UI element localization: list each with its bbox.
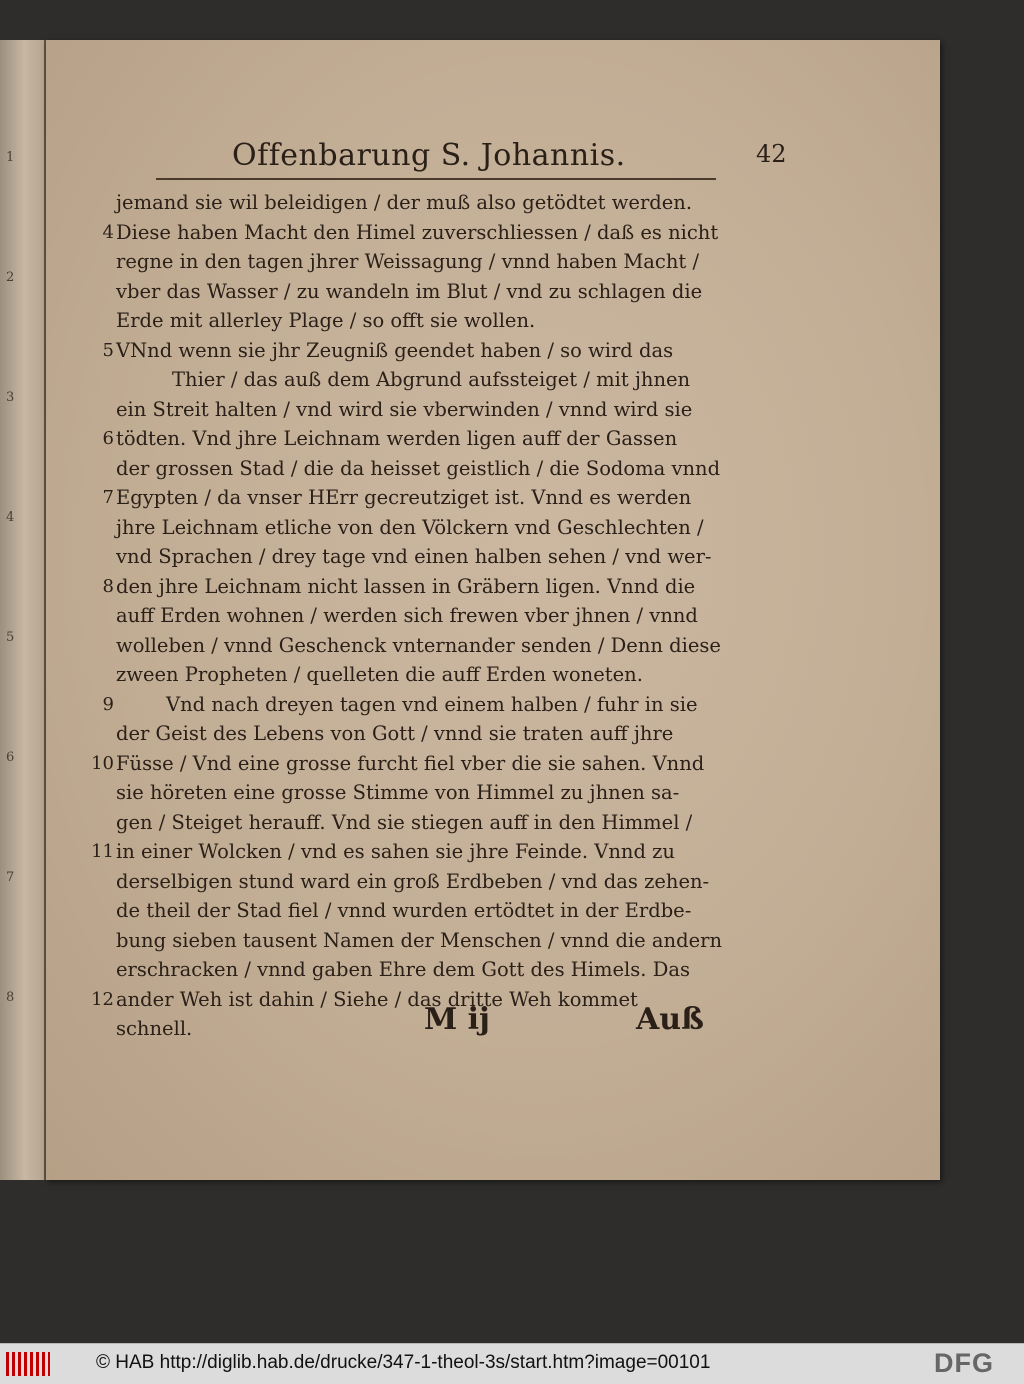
line-text: gen / Steiget herauff. Vnd sie stiegen auff in den Himmel / bbox=[116, 810, 693, 834]
text-line bbox=[91, 837, 756, 867]
verse-number: 9 bbox=[102, 693, 114, 715]
line-text: tödten. Vnd jhre Leichnam werden ligen auff der Gassen bbox=[116, 427, 678, 450]
text-line bbox=[116, 542, 756, 572]
line-text: regne in den tagen jhrer Weissagung / vnnd haben Macht / bbox=[116, 250, 700, 273]
text-line bbox=[116, 306, 756, 336]
text-line bbox=[116, 601, 756, 631]
verse-number: 8 bbox=[102, 575, 114, 597]
line-text: bung sieben tausent Namen der Menschen / vnnd die andern bbox=[116, 928, 723, 952]
text-line bbox=[116, 808, 756, 838]
verse-number: 5 bbox=[102, 339, 114, 361]
verse-number: 6 bbox=[102, 428, 114, 449]
line-text: jemand sie wil beleidigen / der muß also getödtet werden. bbox=[116, 191, 693, 214]
line-text: Füsse / Vnd eine grosse furcht fiel vber die sie sahen. Vnnd bbox=[116, 751, 705, 775]
dfg-logo: DFG bbox=[934, 1348, 994, 1378]
text-line bbox=[102, 218, 756, 248]
line-text: Vnd nach dreyen tagen vnd einem halben / fuhr in sie bbox=[166, 692, 698, 716]
text-line bbox=[102, 572, 756, 602]
line-text: den jhre Leichnam nicht lassen in Gräbern ligen. Vnnd die bbox=[116, 574, 696, 598]
line-text: jhre Leichnam etliche von den Völckern vnd Geschlechten / bbox=[116, 515, 704, 539]
line-text: sie höreten eine grosse Stimme von Himmel zu jhnen sa- bbox=[116, 781, 680, 804]
text-line bbox=[91, 749, 756, 779]
text-line bbox=[102, 690, 756, 720]
line-text: der Geist des Lebens von Gott / vnnd sie traten auff jhre bbox=[116, 722, 674, 745]
line-text: derselbigen stund ward ein groß Erdbeben / vnd das zehen- bbox=[116, 869, 710, 893]
margin-number: 8 bbox=[6, 990, 15, 1005]
line-text: Diese haben Macht den Himel zuverschliessen / daß es nicht bbox=[116, 220, 719, 244]
footer-citation-link[interactable]: © HAB http://diglib.hab.de/drucke/347-1-theol-3s/start.htm?image=00101 bbox=[96, 1352, 711, 1373]
previous-page-margin-numbers bbox=[2, 40, 42, 1180]
verse-number: 7 bbox=[102, 487, 114, 508]
previous-page-edge bbox=[0, 40, 46, 1180]
text-line bbox=[116, 247, 756, 277]
line-text: Erde mit allerley Plage / so offt sie wollen. bbox=[116, 309, 536, 332]
line-text: schnell. bbox=[116, 1017, 193, 1040]
text-line bbox=[102, 336, 756, 366]
text-line bbox=[116, 896, 756, 926]
verse-number: 4 bbox=[102, 221, 114, 243]
footer-bar bbox=[0, 1343, 1024, 1384]
line-text: wolleben / vnnd Geschenck vnternander senden / Denn diese bbox=[116, 633, 721, 657]
text-line bbox=[102, 424, 756, 454]
text-line bbox=[116, 926, 756, 956]
text-line bbox=[116, 395, 756, 425]
text-line bbox=[116, 365, 756, 395]
text-line bbox=[116, 631, 756, 661]
page-header bbox=[46, 138, 940, 178]
line-text: der grossen Stad / die da heisset geistlich / die Sodoma vnnd bbox=[116, 456, 721, 480]
verse-number: 10 bbox=[91, 752, 114, 774]
header-rule bbox=[156, 178, 716, 180]
page-number: 42 bbox=[756, 140, 787, 168]
book-page bbox=[46, 40, 940, 1180]
catchword: Auß bbox=[636, 1002, 704, 1037]
line-text: auff Erden wohnen / werden sich frewen vber jhnen / vnnd bbox=[116, 604, 698, 627]
line-text: ander Weh ist dahin / Siehe / das dritte Weh kommet bbox=[116, 987, 638, 1011]
text-line bbox=[116, 867, 756, 897]
line-text: vber das Wasser / zu wandeln im Blut / vnd zu schlagen die bbox=[116, 279, 703, 303]
line-text: erschracken / vnnd gaben Ehre dem Gott des Himels. Das bbox=[116, 958, 690, 981]
margin-number: 4 bbox=[6, 510, 15, 525]
text-line bbox=[116, 660, 756, 690]
line-text: Thier / das auß dem Abgrund aufssteiget / mit jhnen bbox=[172, 368, 691, 391]
line-text: in einer Wolcken / vnd es sahen sie jhre Feinde. Vnnd zu bbox=[116, 840, 675, 863]
text-line bbox=[116, 454, 756, 484]
margin-number: 5 bbox=[6, 630, 15, 645]
line-text: VNnd wenn sie jhr Zeugniß geendet haben / so wird das bbox=[116, 338, 674, 362]
margin-number: 2 bbox=[6, 270, 15, 285]
margin-number: 6 bbox=[6, 750, 15, 765]
text-line bbox=[116, 188, 756, 218]
line-text: vnd Sprachen / drey tage vnd einen halben sehen / vnd wer- bbox=[116, 545, 712, 568]
line-text: ein Streit halten / vnd wird sie vberwinden / vnnd wird sie bbox=[116, 397, 693, 421]
text-line bbox=[116, 277, 756, 307]
text-line bbox=[102, 483, 756, 513]
text-line bbox=[116, 719, 756, 749]
line-text: Egypten / da vnser HErr gecreutziget ist. Vnnd es werden bbox=[116, 486, 692, 509]
barcode-icon bbox=[6, 1352, 50, 1376]
line-text: zween Propheten / quelleten die auff Erden woneten. bbox=[116, 663, 643, 686]
verse-number: 11 bbox=[91, 841, 114, 862]
margin-number: 3 bbox=[6, 390, 15, 405]
text-line bbox=[116, 955, 756, 985]
text-block bbox=[91, 188, 756, 1044]
line-text: de theil der Stad fiel / vnnd wurden ertödtet in der Erdbe- bbox=[116, 899, 692, 922]
margin-number: 1 bbox=[6, 150, 15, 165]
verse-number: 12 bbox=[91, 988, 114, 1010]
margin-number: 7 bbox=[6, 870, 15, 885]
signature-mark: M ij bbox=[424, 1002, 490, 1037]
text-line bbox=[116, 778, 756, 808]
running-title: Offenbarung S. Johannis. bbox=[232, 138, 626, 173]
text-line bbox=[116, 513, 756, 543]
